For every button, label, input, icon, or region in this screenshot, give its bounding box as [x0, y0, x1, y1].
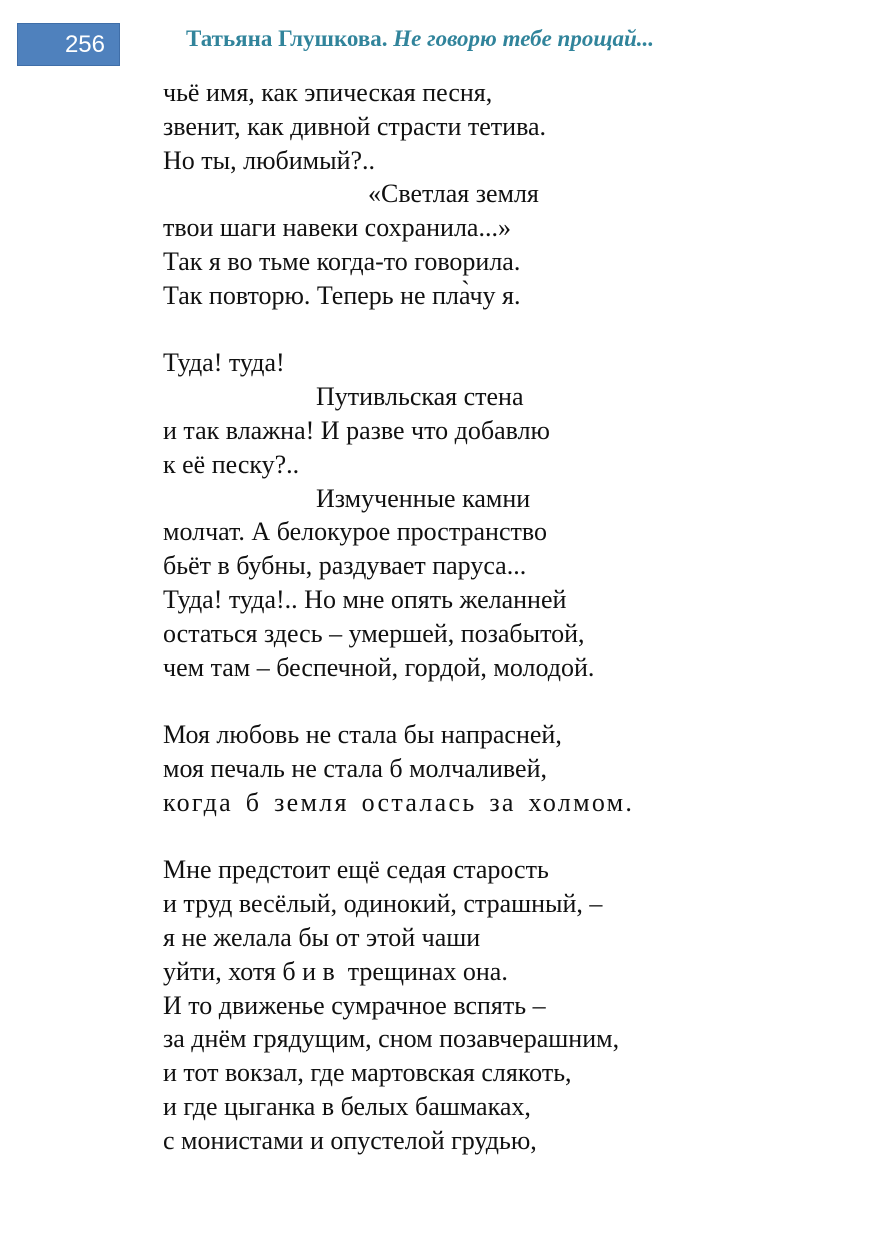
poem-line: звенит, как дивной страсти тетива.: [163, 111, 547, 141]
poem-body: [163, 76, 843, 1158]
poem-line: Моя любовь не стала бы напрасней,: [163, 720, 562, 750]
poem-line: когда б земля осталась за холмом.: [163, 787, 635, 817]
header-title: Не говорю тебе прощай...: [393, 26, 655, 51]
poem-line: Мне предстоит ещё седая старость: [163, 855, 549, 885]
poem-line: Измученные камни: [316, 483, 531, 513]
poem-line: и труд весёлый, одинокий, страшный, –: [163, 889, 603, 919]
poem-line: с монистами и опустелой грудью,: [163, 1125, 537, 1155]
poem-line: молчат. А белокурое пространство: [163, 517, 547, 547]
poem-line: твои шаги навеки сохранила...»: [163, 213, 511, 243]
stanza-break: [163, 820, 843, 854]
page-number: 256: [64, 31, 105, 58]
poem-line: «Светлая земля: [368, 179, 539, 209]
poem-line: за днём грядущим, сном позавчерашним,: [163, 1024, 620, 1054]
poem-line: Туда! туда!.. Но мне опять желанней: [163, 584, 567, 614]
poem-line: к её песку?..: [163, 449, 300, 479]
poem-line: чьё имя, как эпическая песня,: [163, 78, 493, 107]
poem-line: остаться здесь – умершей, позабытой,: [163, 618, 585, 648]
poem-line: и тот вокзал, где мартовская слякоть,: [163, 1058, 572, 1088]
poem-line: Туда! туда!: [163, 348, 285, 378]
poem-line: Путивльская стена: [316, 382, 524, 412]
poem-line: Так повторю. Теперь не пла̀чу я.: [163, 280, 521, 310]
poem-line: я не желала бы от этой чаши: [163, 922, 481, 952]
running-header: [186, 24, 654, 54]
stanza-break: [163, 684, 843, 718]
page-number-badge: [17, 23, 120, 66]
poem-line: уйти, хотя б и в трещинах она.: [163, 956, 508, 986]
poem-line: чем там – беспечной, гордой, молодой.: [163, 652, 595, 682]
poem-line: и так влажна! И разве что добавлю: [163, 415, 550, 445]
poem-line: И то движенье сумрачное вспять –: [163, 990, 546, 1020]
poem-line: Но ты, любимый?..: [163, 145, 376, 175]
poem-line: Так я во тьме когда-то говорила.: [163, 246, 521, 276]
poem-line: бьёт в бубны, раздувает паруса...: [163, 551, 527, 581]
poem-line: и где цыганка в белых башмаках,: [163, 1091, 531, 1121]
stanza-break: [163, 313, 843, 347]
poem-line: моя печаль не стала б молчаливей,: [163, 753, 547, 783]
header-author: Татьяна Глушкова.: [186, 26, 388, 51]
